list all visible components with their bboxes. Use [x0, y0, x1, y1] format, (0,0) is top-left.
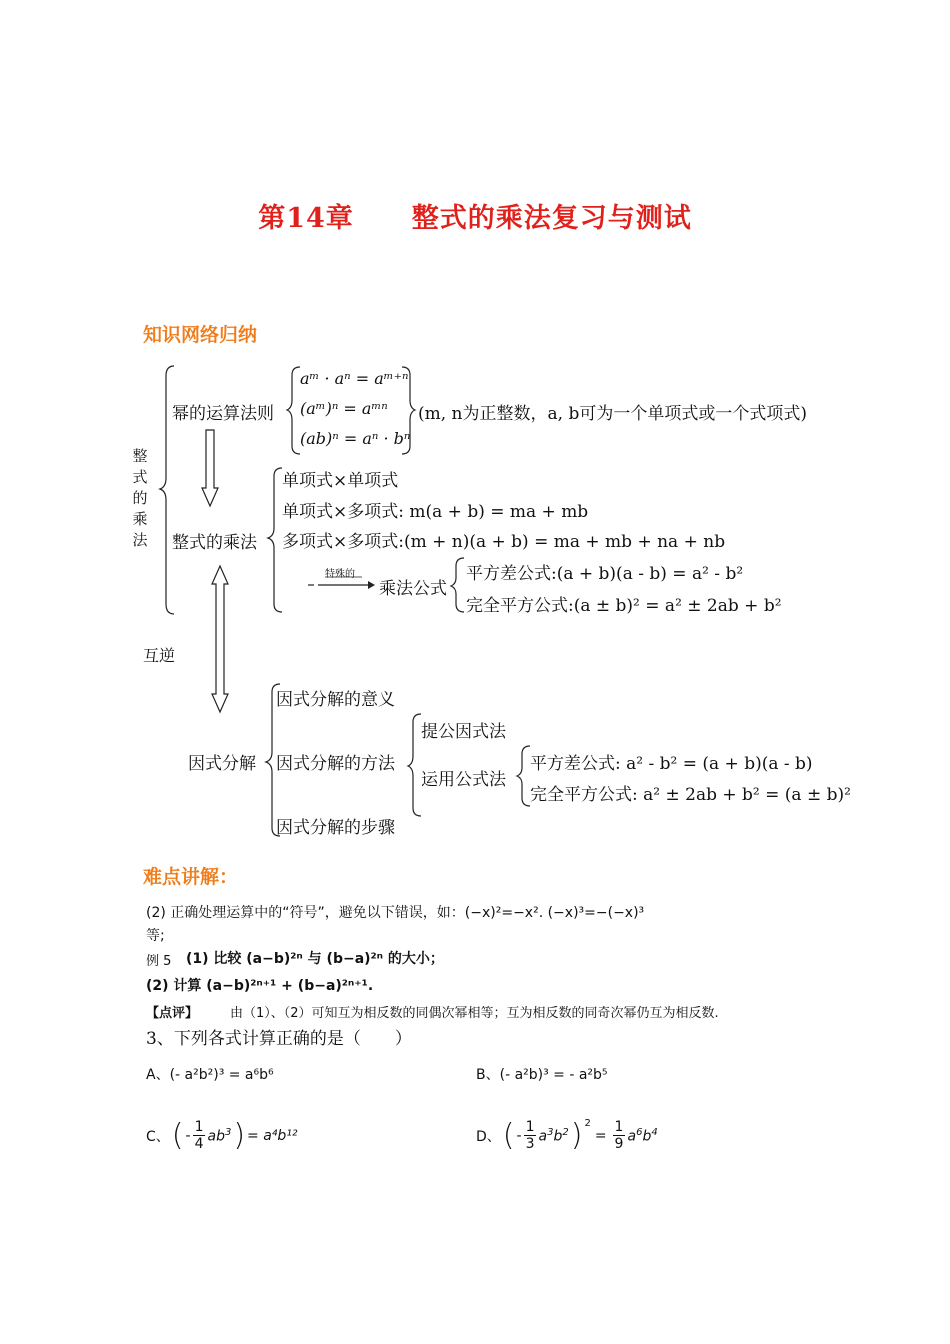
factor-meaning: 因式分解的意义	[276, 690, 395, 710]
sign-note: (2) 正确处理运算中的“符号”，避免以下错误，如：(−x)²=−x². (−x)³=−(−x)³	[146, 905, 645, 921]
factor-square-difference: 平方差公式: a² - b² = (a + b)(a - b)	[530, 754, 813, 774]
factor-steps: 因式分解的步骤	[276, 818, 395, 838]
method-formula: 运用公式法	[421, 770, 506, 790]
option-d-fraction-2: $\frac{1}{9}$	[614, 1119, 624, 1152]
mult-monomial-monomial: 单项式×单项式	[282, 471, 399, 491]
power-rule-1: aᵐ · aⁿ = aᵐ⁺ⁿ	[300, 369, 409, 388]
example-part-1: (1) 比较 (a−b)²ⁿ 与 (b−a)²ⁿ 的大小；	[186, 951, 444, 967]
formula-square-difference: 平方差公式:(a + b)(a - b) = a² - b²	[466, 564, 744, 584]
brace-formulas	[451, 558, 464, 612]
power-rule-note: (m, n为正整数，a, b可为一个单项式或一个式项式)	[418, 404, 807, 424]
power-rule-2: (aᵐ)ⁿ = aᵐⁿ	[300, 399, 388, 418]
question-3: 3、下列各式计算正确的是（ ）	[146, 1029, 412, 1049]
inverse-label: 互逆	[143, 646, 176, 665]
factor-methods: 因式分解的方法	[276, 754, 395, 774]
option-c: C、 ( - $\frac{1}{4}$ $ab^3$ ) = a⁴b¹²	[146, 1118, 298, 1153]
power-rule-3: (ab)ⁿ = aⁿ · bⁿ	[300, 429, 411, 448]
brace-methods	[408, 714, 421, 816]
option-c-result: = a⁴b¹²	[247, 1127, 298, 1144]
chapter-name: 整式的乘法复习与测试	[411, 203, 692, 234]
arrow-down	[202, 430, 218, 506]
option-c-fraction: $\frac{1}{4}$	[194, 1119, 204, 1152]
option-d: D、 ( - $\frac{1}{3}$ $a^3b^2$ ) 2 = $\frac{1}{9}$ $a^6b^4$	[476, 1118, 658, 1153]
section-heading-difficulties: 难点讲解：	[143, 866, 239, 888]
formula-perfect-square: 完全平方公式:(a ± b)² = a² ± 2ab + b²	[466, 596, 782, 616]
example-label: 例 5	[146, 954, 172, 969]
example-part-2: (2) 计算 (a−b)²ⁿ⁺¹ + (b−a)²ⁿ⁺¹.	[146, 978, 374, 994]
chapter-number: 第14章	[258, 203, 354, 234]
option-c-label: C、	[146, 1128, 170, 1145]
option-d-fraction-1: $\frac{1}{3}$	[525, 1119, 535, 1152]
power-rules-label: 幂的运算法则	[172, 404, 274, 424]
arrow-inverse	[212, 566, 228, 712]
mult-label: 整式的乘法	[172, 533, 257, 553]
special-label: 乘法公式	[379, 579, 447, 599]
section-heading-knowledge: 知识网络归纳	[143, 324, 258, 346]
special-tag: 特殊的	[325, 569, 355, 580]
comment-text: 由（1）、（2）可知互为相反数的同偶次幂相等；互为相反数的同奇次幂仍互为相反数.	[230, 1006, 719, 1021]
mult-polynomial-polynomial: 多项式×多项式:(m + n)(a + b) = ma + mb + na + nb	[282, 532, 726, 552]
factor-perfect-square: 完全平方公式: a² ± 2ab + b² = (a ± b)²	[530, 785, 851, 805]
sign-note-cont: 等;	[146, 928, 165, 944]
option-a: A、(- a²b²)³ = a⁶b⁶	[146, 1067, 274, 1083]
comment-tag: 【点评】	[146, 1006, 199, 1021]
method-common-factor: 提公因式法	[421, 722, 506, 742]
factor-label: 因式分解	[188, 754, 256, 774]
brace-power-rules	[287, 367, 300, 454]
brace-mult	[268, 468, 282, 612]
mult-monomial-polynomial: 单项式×多项式: m(a + b) = ma + mb	[282, 502, 589, 522]
option-d-label: D、	[476, 1128, 501, 1145]
root-label-vertical: 整式的乘法	[132, 447, 148, 549]
option-b: B、(- a²b)³ = - a²b⁵	[476, 1067, 608, 1083]
brace-factor-formulas	[517, 746, 530, 806]
